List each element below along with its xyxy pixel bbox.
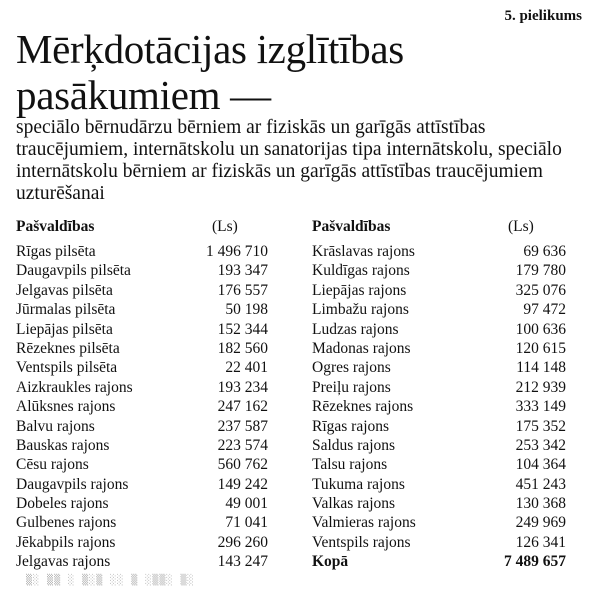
amount-value: 237 587: [217, 417, 268, 435]
total-row: [312, 552, 566, 571]
municipality-name: Ventspils pilsēta: [16, 359, 118, 377]
amount-value: 175 352: [515, 417, 566, 435]
right-rows: [312, 242, 566, 552]
table-row: [16, 513, 268, 532]
amount-value: 152 344: [217, 320, 268, 338]
table-row: [16, 358, 268, 377]
amount-value: 179 780: [515, 262, 566, 280]
table-column-left: [16, 218, 268, 572]
table-column-right: [312, 218, 566, 572]
table-row: [16, 378, 268, 397]
total-value: 7 489 657: [504, 553, 566, 571]
amount-value: 333 149: [515, 398, 566, 416]
municipality-name: Daugavpils rajons: [16, 475, 129, 493]
amount-value: 22 401: [225, 359, 268, 377]
amount-value: 126 341: [515, 533, 566, 551]
header-unit: (Ls): [212, 218, 238, 235]
municipality-name: Liepājas rajons: [312, 281, 407, 299]
table-row: [16, 320, 268, 339]
municipality-name: Cēsu rajons: [16, 456, 89, 474]
municipality-name: Ludzas rajons: [312, 320, 399, 338]
table-row: [312, 513, 566, 532]
amount-value: 193 234: [217, 378, 268, 396]
header-municipalities: Pašvaldības: [312, 218, 391, 235]
municipality-name: Talsu rajons: [312, 456, 388, 474]
municipality-name: Valkas rajons: [312, 495, 396, 513]
municipality-name: Gulbenes rajons: [16, 514, 117, 532]
municipality-name: Jelgavas rajons: [16, 553, 111, 571]
municipality-name: Bauskas rajons: [16, 436, 110, 454]
table-row: [16, 242, 268, 261]
table-row: [312, 494, 566, 513]
municipality-name: Limbažu rajons: [312, 301, 409, 319]
amount-value: 69 636: [523, 243, 566, 260]
table-row: [312, 261, 566, 280]
document-subtitle: speciālo bērnudārzu bērniem ar fiziskās un garīgās attīstības traucējumiem, internātskolu un sanatorijas tipa internātskolu, speciālo internātskolu bērniem ar fiziskās un garīgās attīstības traucējumiem uzturēšanai: [16, 117, 562, 204]
document-title: Mērķdotācijas izglītības pasākumiem —: [16, 26, 404, 118]
municipality-name: Aizkraukles rajons: [16, 378, 133, 396]
amount-value: 97 472: [523, 301, 566, 319]
municipality-name: Jelgavas pilsēta: [16, 281, 113, 299]
amount-value: 149 242: [217, 475, 268, 493]
table-row: [312, 397, 566, 416]
municipality-name: Rēzeknes pilsēta: [16, 339, 120, 357]
amount-value: 560 762: [217, 456, 268, 474]
table-row: [312, 339, 566, 358]
amount-value: 1 496 710: [206, 243, 268, 260]
table-row: [16, 436, 268, 455]
amount-value: 114 148: [516, 359, 566, 377]
table-row: [312, 358, 566, 377]
amount-value: 50 198: [225, 301, 268, 319]
table-row: [16, 300, 268, 319]
column-header: [16, 218, 268, 242]
municipality-name: Ventspils rajons: [312, 533, 411, 551]
table-row: [312, 475, 566, 494]
scan-bleedthrough: ▒░ ▒▒ ░ ▒░▒ ░░ ▒ ░▒▒░ ▒░: [26, 575, 195, 586]
municipality-name: Krāslavas rajons: [312, 243, 415, 260]
amount-value: 253 342: [515, 436, 566, 454]
amount-value: 296 260: [217, 533, 268, 551]
table-row: [312, 455, 566, 474]
table-row: [16, 475, 268, 494]
municipality-name: Alūksnes rajons: [16, 398, 116, 416]
amount-value: 223 574: [217, 436, 268, 454]
header-municipalities: Pašvaldības: [16, 218, 95, 235]
amount-value: 100 636: [515, 320, 566, 338]
municipality-name: Kuldīgas rajons: [312, 262, 410, 280]
table-row: [16, 455, 268, 474]
table-row: [312, 378, 566, 397]
municipality-name: Balvu rajons: [16, 417, 95, 435]
amount-value: 325 076: [515, 281, 566, 299]
municipality-name: Jēkabpils rajons: [16, 533, 116, 551]
amount-value: 182 560: [217, 339, 268, 357]
municipality-name: Rīgas pilsēta: [16, 243, 96, 260]
column-header: [312, 218, 566, 242]
table-row: [16, 397, 268, 416]
municipality-name: Saldus rajons: [312, 436, 396, 454]
header-unit: (Ls): [508, 218, 534, 235]
amount-value: 212 939: [515, 378, 566, 396]
table-row: [312, 300, 566, 319]
total-label: Kopā: [312, 553, 349, 571]
table-row: [16, 339, 268, 358]
municipality-name: Preiļu rajons: [312, 378, 391, 396]
table-row: [312, 320, 566, 339]
table-row: [16, 494, 268, 513]
table-row: [312, 242, 566, 261]
amount-value: 451 243: [515, 475, 566, 493]
table-row: [312, 436, 566, 455]
amount-value: 249 969: [515, 514, 566, 532]
amount-value: 71 041: [225, 514, 268, 532]
municipality-name: Jūrmalas pilsēta: [16, 301, 116, 319]
municipality-name: Liepājas pilsēta: [16, 320, 113, 338]
amount-value: 120 615: [515, 339, 566, 357]
amount-value: 49 001: [225, 495, 268, 513]
table-row: [16, 281, 268, 300]
municipality-name: Tukuma rajons: [312, 475, 405, 493]
amount-value: 247 162: [217, 398, 268, 416]
left-rows: [16, 242, 268, 572]
amount-value: 193 347: [217, 262, 268, 280]
table-row: [16, 417, 268, 436]
table-row: [16, 552, 268, 571]
municipality-name: Daugavpils pilsēta: [16, 262, 131, 280]
municipality-name: Rīgas rajons: [312, 417, 390, 435]
table-row: [16, 261, 268, 280]
municipality-name: Madonas rajons: [312, 339, 411, 357]
municipality-name: Valmieras rajons: [312, 514, 416, 532]
municipality-name: Dobeles rajons: [16, 495, 109, 513]
table-row: [16, 533, 268, 552]
amount-value: 104 364: [515, 456, 566, 474]
amount-value: 176 557: [217, 281, 268, 299]
municipality-name: Rēzeknes rajons: [312, 398, 414, 416]
amount-value: 130 368: [515, 495, 566, 513]
municipality-name: Ogres rajons: [312, 359, 391, 377]
table-row: [312, 281, 566, 300]
table-row: [312, 417, 566, 436]
table-row: [312, 533, 566, 552]
appendix-label: 5. pielikums: [504, 8, 582, 24]
amount-value: 143 247: [217, 553, 268, 571]
